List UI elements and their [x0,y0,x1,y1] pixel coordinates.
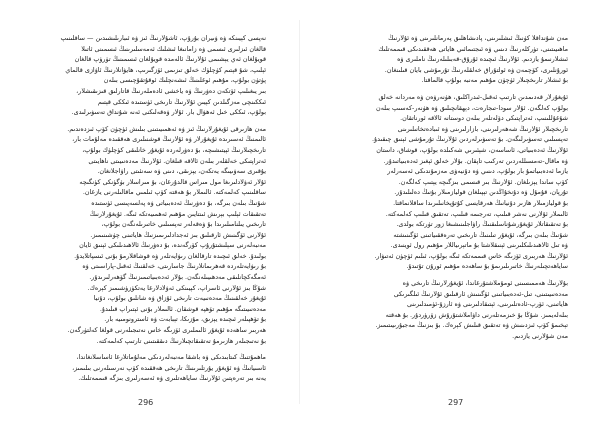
text-line: شۇغۇللىنىپ، ئەتراپتىكى دۆلەتلەر بىلەن دوستانە ئالاقە ئورناتقان. [400,114,568,123]
text-line: ئاسىيانىڭ ۋە ئۇيغۇر يۇرتلىرىنىڭ تارىخى ھەققىدە كۆپ نەرسىلەرنى بىلىمىز، [72,363,266,372]
text-line: بولىدۇ. خەلق ئىچىدە تارقالغان رىۋايەتلەر ۋە قوشاقلارمۇ بۇنى ئىسپاتلايدۇ. [74,251,266,260]
text-line: ئالىمنىڭ ئەسىرىدە ئۇيغۇرلار ۋە ئۇلارنىڭ قوشنىلىرى ھەققىدە مەلۇمات بار، [72,135,266,144]
text-line: ۋە ماقال-تەمسىللەردىن تەركىب تاپقان. بۇلار خەلق ئېغىز ئەدەبىياتىدۇر. [383,156,568,165]
right-page [300,0,600,424]
text-line: بۇ رىۋايەتلەردە قەھرىمانلارنىڭ جاسارىتى، خەلقنىڭ ئەقىل-پاراسىتى ۋە [82,262,266,271]
text-line: مەنبەلەرنى سېلىشتۇرۇپ كۆرگەندە، بۇ دەۋرنىڭ ئالاھىدىلىكى ئېنىق ئايان [79,241,266,250]
text-line: ساقلىنىپ كەلمەكتە. ئالىملار بۇ ھەقتە كۆپ ئىلمىي ماقالىلەرنى يازغان. [82,188,266,197]
text-line: يەنە بىر تەرەپتىن ئۇلارنىڭ ساياھەتلىرى ۋە ئەسەرلىرى بىزگە قىممەتلىك. [78,374,266,383]
text-line: ئۇيغۇر خەلقىنىڭ مەدەنىيەت تارىخى ئۇزاق ۋە شانلىق بولۇپ، دۇنيا [93,294,266,303]
text-line: بولۇپ كەلگەن. ئۇلار سودا-تىجارەت، دېھقانچىلىق ۋە ھۈنەر-كەسىپ بىلەن [376,103,568,112]
text-line: ساياھەتچىلەرنىڭ خاتىرىلىرىمۇ بۇ ساھەدە مۇھىم ئورۇن تۇتىدۇ. [406,262,568,271]
text-line: تەپسىلىي تەسۋىرلىگەن. بۇ تەسۋىرلەردىن ئۇلارنىڭ تۇرمۇشى ئېنىق چىقىدۇ. [371,135,568,144]
text-line: بۇ نەتىجىلەر ھازىرمۇ تەتقىقاتچىلارنىڭ دىققىتىنى تارتىپ كەلمەكتە. [96,336,266,345]
left-page-number: 296 [138,398,154,407]
text-line: ۋە تىل ئالاھىدىلىكلىرىنى ئېنىقلاشتا بۇ ماتېرىياللار مۇھىم رول ئوينىدى. [390,241,568,250]
paragraph [30,33,266,118]
text-line: شۇنىڭ بىلەن بىرگە، ئۇيغۇر تىلىنىڭ تارىخىي تەرەققىياتىنى ئۆگىنىشتە [393,230,568,239]
text-line: ئۇلارنىڭ ئەدەبىياتى، ئاساسەن، شېئىرىي شەكىلدە بولۇپ، قوشاق، داستان [376,145,568,154]
text-line: بۇ قوليازمىلار ھازىر دۇنيانىڭ ھەرقايسى كۇتۇپخانىلىرىدا ساقلانماقتا. [393,198,568,207]
right-page-number: 297 [448,398,464,407]
text-line: نەپسى كېيىنكە ۋە ۋىيران بۇرۇپ، ئاشۇلارنىڭ ئىز ۋە ئىبارىلىشىدىن — ساقلىنىپ [60,34,266,42]
text-line: بولۇپ، ئىككى خىل ئەھۋال بار. ئۇلار ۋەقەلىكنى ئەنە شۇنداق تەسۋىرلىدى. [71,108,266,117]
paragraph [30,124,266,346]
text-line: ھاياتىنى، ئۆرپ-ئادەتلىرىنى، ئېتىقادلىرىنى ۋە ئارزۇ-ئۈمىدلىرىنى [406,300,568,309]
paragraph [336,278,568,342]
text-line: ھەربىر ساھەدە ئۇيغۇر ئالىملىرى ئۆزىگە خاس نەتىجىلەرنى قولغا كەلتۈرگەن. [67,326,266,335]
right-page-text [336,33,568,348]
text-line: ئەتراپتىكى خەلقلەر بىلەن ئالاقە قىلغان. ئۇلارنىڭ مەدەنىيىتى ناھايىتى [88,156,266,165]
text-line: ئۇلارنى ئۆگىنىش ئارقىلىق بىز ئەجدادلىرىمىزنىڭ ھاياتىنى چۈشىنىمىز. [90,230,266,239]
text-line: شۇڭا بىز ئۇلارنى ئاسراپ، كېيىنكى ئەۋلادلارغا يەتكۈزۈشىمىز كېرەك. [87,283,266,292]
text-line: تارىخىي يىلنامىلىرىدا بۇ ۋەقەلەر تەپسىلىي خاتىرىلەنگەن بولۇپ، [101,220,266,229]
text-line: بۇلارنىڭ ھەممىسىنى ئومۇملاشتۇرغاندا، ئۇيغۇرلارنىڭ تارىخى ۋە [402,279,568,288]
text-line: بىلەلەيمىز. شۇڭا بۇ خىزمەتلەرنى داۋاملاشتۇرۇش زۆرۈردۇر. بۇ ھەقتە [385,310,568,319]
paragraph [336,33,568,86]
paragraph [336,92,568,272]
text-line: ئەمگەكچانلىقى مەدھىيىلەنگەن. بۇلار ئەدەبىياتىمىزنىڭ گۆھەرلىرىدۇر. [89,273,266,282]
text-line: ئورۇنلىرى، كۆچمەن ۋە ئولتۇراق خەلقلەرنىڭ تۇرمۇشى بايان قىلىنغان. [384,65,568,74]
text-line: ئۇلارنىڭ ھەربىرى ئۆزىگە خاس قىممەتكە ئىگە بولۇپ، ئىلىم ئۈچۈن ئەتىۋار. [374,251,568,260]
text-line: بۇ ئىشلار تارىخچىلار ئۈچۈن مۇھىم مەنبە بولۇپ قالماقتا. [421,76,568,85]
text-line: پۈتۈن بولۇپ، مۇھىم ئوغلىنىڭ ئىشەنچلىك ئوقۇتقۇچىسى بىلەن [103,76,266,85]
text-line: بىر يىغىلىپ ئۆتكەن دەۋرنىڭ ۋە ياخشى ئادەملەرنىڭ قاتارلىق قىزىقىشلار، [76,86,266,95]
text-line: مەن ھازىرقى ئۇيغۇرلارنىڭ ئىز ۋە ئەھمىيىتىنى بىلىش ئۈچۈن كۆپ ئىزدەندىم. [67,124,266,133]
text-line: قويۇلغان ئەي يېشىمى ئۇلارنىڭ ئالەمدە قويۇلغان ئىسمىنىڭ تۈرۈپ قالغان [74,55,266,64]
text-line: ئالىملار ئۇلارنى نەشر قىلىپ، تەرجىمە قىلىپ، تەتقىق قىلىپ كەلمەكتە. [385,209,568,218]
text-line: شۇنىڭ بىلەن بىرگە، بۇ دەۋرنىڭ ئەدەبىياتى ۋە پەلسەپىسى ئۈستىدە [91,198,266,207]
text-line: ئۇيغۇرلار قەدىمدىن تارتىپ ئەقىل-ئىدراكلىق، ھۈنەرۋەن ۋە مەردانە خەلق [378,92,568,101]
text-line: مەن شۇلارنى يازدىم. [512,332,568,341]
text-line: يۇقىرى سەۋىيىگە يەتكەن، يېزىقى، دىنى ۋە سەنئىتى راۋاجلانغان. [97,167,266,176]
text-line: تەتقىقات ئېلىپ بېرىش ئىنتايىن مۇھىم ئەھمىيەتكە ئىگە. ئۇيغۇرلارنىڭ [89,209,266,218]
left-page-text [30,33,266,390]
text-line: تارىخچىلار ئۇلارنىڭ شەھەرلىرىنى، بازارلىرىنى ۋە ئىبادەتخانىلىرىنى [397,124,568,133]
text-line: كۆپ ساندا يېزىلغان. ئۇلارنىڭ بىر قىسمى بىزگىچە يېتىپ كەلگەن. [398,177,568,186]
text-line: ئېلىپ، شۇ قېتىم كۈچلۈك خەلق تىزىمى ئۆزگىرىپ، ھايۋانلارنىڭ ئاۋازى قالماي [65,65,266,74]
paragraph [30,352,266,384]
text-line: ئىشلارنىمۇ يازدىم. ئۇلارنىڭ ئىچىدە ئۇرۇق-قەبىلىلەرنىڭ ناملىرى ۋە [397,55,568,64]
text-line: ئۇلار ئەۋلادلىرىغا مول مىراس قالدۇرغان، بۇ مىراسلار بۈگۈنكى كۈنگىچە [79,177,266,186]
text-line: ماھمۇتنىڭ كىتابىدىكى ۋە باشقا مەنبەلەردىكى مەلۇماتلارغا ئاساسلانغاندا، [76,353,266,362]
text-line: مەدەنىيىتىنى، تىل-ئەدەبىياتىنى ئۆگىنىش ئارقىلىق ئۇلارنىڭ ئىلگىرىكى [393,289,568,298]
text-line: مەن شۇنداقلا كۈنىڭ ئىشلىرىنى، پادىشاھلىق پەرمانلىرىنى ۋە ئۇلارنىڭ [388,34,568,42]
text-line: ئىككىنچى مەزگىلدىن كېيىن ئۇلارنىڭ تارىخى ئۈستىدە ئىككى قېتىم [97,97,266,106]
text-line: بۇ تۆھپىلەر ئىچىدە يېزىق، مۇزىكا، تېبابەت ۋە ئاسترونومىيە بار. [104,315,266,324]
text-line: بۇ تەتقىقاتلار ئۇيغۇرشۇناسلىقنىڭ راۋاجلىنىشىغا زور تۈرتكە بولدى. [396,220,568,229]
text-line: ماھىيىتىنى، تۈركلەرنىڭ دىنىي ۋە ئىجتىمائىي ھاياتى ھەققىدىكى قىممەتلىك [378,44,568,53]
text-line: يازما ئەدەبىياتمۇ بار بولۇپ، دىنىي ۋە دۇنيەۋى مەزمۇندىكى ئەسەرلەر [387,167,568,176]
text-line: قالغان ئىزلىرى ئىسمى ۋە زامانىغا ئىشلىك ئەمەسلىرىنىڭ ئىسمىنى ئاتىلا [81,44,266,53]
text-line: تارىخچىلارنىڭ ئېيتىشىچە، بۇ دەۋرلەردە ئۇيغۇر خانلىقى كۈچلۈك بولۇپ، [82,145,266,154]
text-line: تۇرپان، قۇمۇل ۋە دۇنخۇاڭدىن تېپىلغان قوليازمىلار بۇنىڭ دەلىلىدۇر. [394,188,568,197]
text-line: تېخىمۇ كۆپ ئىزدىنىش ۋە تەتقىق قىلىش كېرەك. بۇ بىزنىڭ مەجبۇرىيىتىمىز. [375,321,568,330]
text-line: مەدەنىيىتىگە مۇھىم تۆھپە قوشقان. ئالىملار بۇنى ئېتىراپ قىلىدۇ. [99,304,266,313]
